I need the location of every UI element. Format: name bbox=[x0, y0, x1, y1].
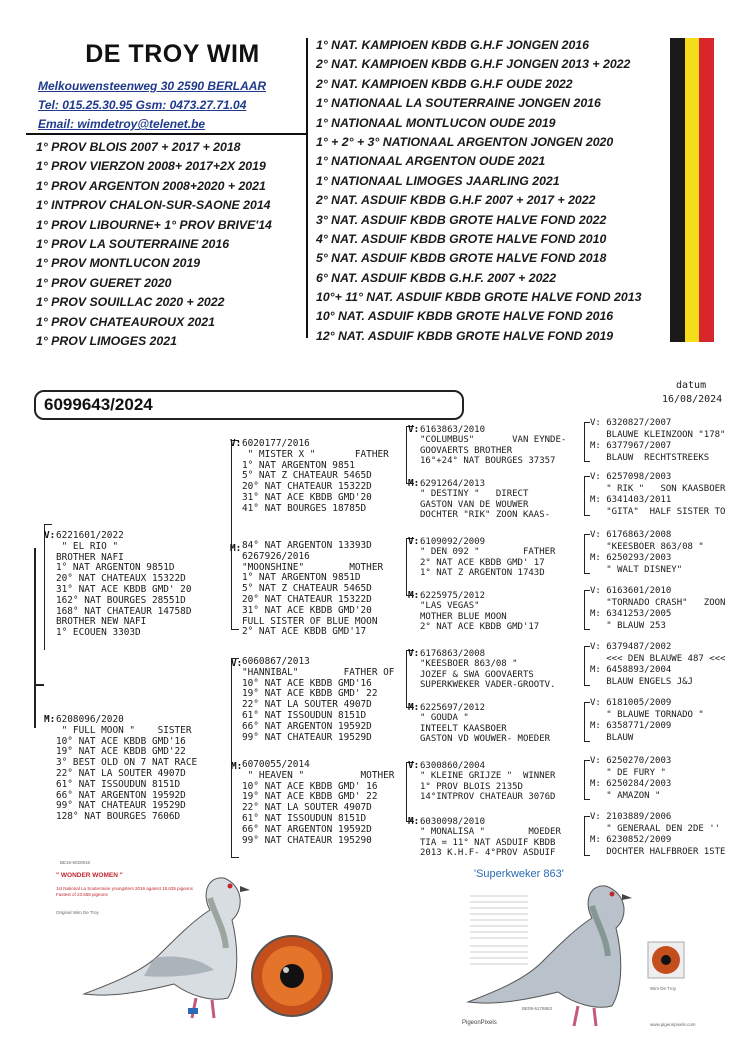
gp-sire-dam: 84° NAT ARGENTON 13393D 6267926/2016 "MOONSHINE" MOTHER 1° NAT ARGENTON 9851D 5° NAT Z CHATEAUR 5465D 20° NAT CHATEAUR 15322D 31° NAT ACE KBDB GMD'20 FULL SISTER OF BLUE MOON 2° NAT ACE KBDB GMD'17 bbox=[242, 540, 384, 638]
great-great-grandparents-pair bbox=[590, 642, 725, 688]
gggp-line: DOCHTER HALFBROER 1STE bbox=[590, 846, 726, 857]
ggp-bracket bbox=[406, 762, 414, 822]
header-left bbox=[34, 34, 314, 348]
result-line: 1° NATIONAAL ARGENTON OUDE 2021 bbox=[316, 154, 546, 169]
photo-wonder-women bbox=[44, 858, 344, 1028]
gggp-line: BLAUW RECHTSTREEKS bbox=[590, 452, 710, 463]
great-grandparent: 6225975/2012 "LAS VEGAS" MOTHER BLUE MOON 2° NAT ACE KBDB GMD'17 bbox=[420, 591, 540, 633]
result-line: 1° PROV BLOIS 2007 + 2017 + 2018 bbox=[36, 140, 241, 154]
photo-left-caption2: Fastest of 23.558 pigeons bbox=[56, 892, 108, 897]
flag-stripe-yellow bbox=[685, 38, 700, 342]
gggp-line: V: 6181005/2009 bbox=[590, 698, 672, 708]
result-line: 1° PROV LIMOGES 2021 bbox=[36, 333, 177, 348]
flag-stripe-black bbox=[670, 38, 685, 342]
ring-number-box bbox=[34, 390, 464, 420]
gp-dam-sire: 6060867/2013 "HANNIBAL" FATHER OF 10° NAT ACE KBDB GMD'16 19° NAT ACE KBDB GMD' 22 22° NAT LA SOUTER 4907D 61° NAT ISSOUDUN 8151D 66° NAT ARGENTON 19592D 99° NAT CHATEAUR 19529D bbox=[242, 656, 395, 743]
pigeon-wonder-women-image bbox=[74, 858, 344, 1028]
subject-connector bbox=[34, 548, 36, 728]
gggp-line: M: 6341253/2005 bbox=[590, 609, 672, 619]
photo-superkweker-863 bbox=[450, 868, 720, 1036]
result-line: 1° PROV LA SOUTERRAINE 2016 bbox=[36, 236, 230, 251]
gggp-line: M: 6341403/2011 bbox=[590, 495, 672, 505]
belgian-flag bbox=[670, 38, 714, 342]
gggp-line: M: 6358771/2009 bbox=[590, 721, 672, 731]
result-line: 1° PROV SOUILLAC 2020 + 2022 bbox=[36, 295, 225, 310]
great-great-grandparents-pair bbox=[590, 530, 704, 576]
photo-left-title: " WONDER WOMEN " bbox=[56, 872, 123, 879]
result-line: 1° NATIONAAL LA SOUTERRAINE JONGEN 2016 bbox=[316, 96, 601, 111]
dam-label: M: bbox=[44, 714, 56, 725]
sire-bracket bbox=[44, 524, 52, 650]
sire-label: V: bbox=[44, 530, 56, 541]
result-line: 2° NAT. KAMPIOEN KBDB G.H.F OUDE 2022 bbox=[316, 76, 573, 91]
gggp-line: V: 2103889/2006 bbox=[590, 812, 672, 822]
gggp-line: " GENERAAL DEN 2DE '' bbox=[590, 823, 721, 834]
great-great-grandparents-pair bbox=[590, 812, 725, 858]
header-divider bbox=[306, 38, 308, 338]
gggp-line: "KEESBOER 863/08 " bbox=[590, 541, 704, 552]
gggp-line: " AMAZON " bbox=[590, 790, 661, 801]
date-label: datum bbox=[676, 380, 707, 391]
ring-number: 6099643/2024 bbox=[44, 395, 153, 414]
gggp-line: "TORNADO CRASH" ZOON bbox=[590, 597, 726, 608]
gp-sire-sire: 6020177/2016 " MISTER X " FATHER 1° NAT ARGENTON 9851 5° NAT Z CHATEAUR 5465D 20° NAT CHATEAUR 15322D 31° NAT ACE KBDB GMD'20 41° NAT BOURGES 18785D bbox=[242, 438, 389, 514]
result-line: 1° PROV CHATEAUROUX 2021 bbox=[36, 314, 215, 329]
gp-ss-label: V: bbox=[230, 438, 242, 449]
gggp-line: BLAUW bbox=[590, 732, 634, 743]
dam: 6208096/2020 " FULL MOON " SISTER 10° NAT ACE KBDB GMD'16 19° NAT ACE KBDB GMD'22 3° BEST OLD ON 7 NAT RACE 22° NAT LA SOUTER 4907D 61° NAT ISSOUDUN 8151D 66° NAT ARGENTON 19592D 99° NAT CHATEAUR 19529D 128° NAT BOURGES 7606D bbox=[56, 714, 198, 823]
gggp-line: V: 6379487/2002 bbox=[590, 642, 672, 652]
gggp-line: V: 6176863/2008 bbox=[590, 530, 672, 540]
result-line: 1° PROV LIBOURNE+ 1° PROV BRIVE'14 bbox=[36, 217, 272, 232]
gggp-line: M: 6377967/2007 bbox=[590, 441, 672, 451]
gggp-line: <<< DEN BLAUWE 487 <<< bbox=[590, 653, 726, 664]
photo-left-owner: Original Wim De Troy bbox=[56, 910, 99, 915]
great-great-grandparents-pair bbox=[590, 472, 725, 518]
loft-name: DE TROY WIM bbox=[85, 40, 260, 68]
photo-right-ring: BE08-6176863 bbox=[522, 1006, 553, 1011]
gggp-line: M: 6230852/2009 bbox=[590, 835, 672, 845]
email-link[interactable]: Email: wimdetroy@telenet.be bbox=[38, 117, 206, 131]
gggp-line: M: 6458893/2004 bbox=[590, 665, 672, 675]
result-line: 1° PROV MONTLUCON 2019 bbox=[36, 256, 201, 271]
result-line: 1° INTPROV CHALON-SUR-SAONE 2014 bbox=[36, 198, 271, 213]
gp-dam-dam: 6070055/2014 " HEAVEN " MOTHER 10° NAT ACE KBDB GMD' 16 19° NAT ACE KBDB GMD' 22 22° NAT LA SOUTER 4907D 61° NAT ISSOUDUN 8151D 66° NAT ARGENTON 19592D 99° NAT CHATEAUR 195290 bbox=[242, 759, 395, 846]
gggp-line: " BLAUW 253 bbox=[590, 620, 666, 631]
photo-right-owner: Wim De Troy bbox=[650, 986, 677, 991]
gggp-line: " WALT DISNEY" bbox=[590, 564, 683, 575]
result-line: 1° PROV GUERET 2020 bbox=[36, 275, 172, 290]
gggp-line: V: 6257098/2003 bbox=[590, 472, 672, 482]
pigeon-superkweker-image bbox=[458, 882, 718, 1032]
result-line: 1° NAT. KAMPIOEN KBDB G.H.F JONGEN 2016 bbox=[316, 38, 589, 52]
result-line: 10° NAT. ASDUIF KBDB GROTE HALVE FOND 2016 bbox=[316, 309, 614, 324]
result-line: 4° NAT. ASDUIF KBDB GROTE HALVE FOND 2010 bbox=[316, 231, 607, 246]
great-great-grandparents-pair bbox=[590, 756, 671, 802]
result-line: 10°+ 11° NAT. ASDUIF KBDB GROTE HALVE FOND 2013 bbox=[316, 290, 642, 305]
great-grandparent: 6291264/2013 " DESTINY " DIRECT GASTON VAN DE WOUWER DOCHTER "RIK" ZOON KAAS- bbox=[420, 479, 551, 521]
ggp-dam-label: M: bbox=[408, 816, 420, 827]
result-line: 1° NATIONAAL LIMOGES JAARLING 2021 bbox=[316, 173, 560, 188]
great-grandparent: 6300860/2004 " KLEINE GRIJZE " WINNER 1° PROV BLOIS 2135D 14°INTPROV CHATEAUR 3076D bbox=[420, 761, 556, 803]
sire-parents-bracket bbox=[230, 438, 242, 630]
ggp-sire-label: V: bbox=[408, 648, 420, 659]
photo-right-title: 'Superkweker 863' bbox=[474, 868, 564, 880]
date-value: 16/08/2024 bbox=[662, 394, 723, 405]
ggp-dam-label: M: bbox=[408, 478, 420, 489]
subject-tick bbox=[34, 684, 44, 686]
result-line: 3° NAT. ASDUIF KBDB GROTE HALVE FOND 2022 bbox=[316, 212, 607, 227]
header bbox=[26, 34, 716, 348]
gggp-line: BLAUWE KLEINZOON "178" bbox=[590, 429, 726, 440]
result-line: 1° + 2° + 3° NATIONAAL ARGENTON JONGEN 2020 bbox=[316, 134, 614, 149]
gp-dd-label: M: bbox=[231, 761, 243, 772]
gggp-line: M: 6250284/2003 bbox=[590, 779, 672, 789]
gggp-line: M: 6250293/2003 bbox=[590, 553, 672, 563]
gggp-line: " BLAUWE TORNADO " bbox=[590, 709, 704, 720]
ggp-sire-label: V: bbox=[408, 760, 420, 771]
gggp-line: " DE FURY " bbox=[590, 767, 666, 778]
header-divider-horizontal bbox=[26, 133, 308, 135]
result-line: 12° NAT. ASDUIF KBDB GROTE HALVE FOND 2019 bbox=[316, 328, 614, 343]
flag-stripe-red bbox=[699, 38, 714, 342]
national-results bbox=[316, 36, 676, 346]
great-great-grandparents-pair bbox=[590, 698, 704, 744]
great-grandparent: 6225697/2012 " GOUDA " INTEELT KAASBOER GASTON VD WOUWER- MOEDER bbox=[420, 703, 551, 745]
great-grandparent: 6109092/2009 " DEN 092 " FATHER 2° NAT ACE KBDB GMD' 17 1° NAT Z ARGENTON 1743D bbox=[420, 537, 556, 579]
photo-right-brand: PigeonPixels bbox=[462, 1020, 497, 1026]
result-line: 5° NAT. ASDUIF KBDB GROTE HALVE FOND 2018 bbox=[316, 251, 607, 266]
ggp-sire-label: V: bbox=[408, 424, 420, 435]
gggp-line: "GITA" HALF SISTER TO bbox=[590, 506, 726, 517]
provincial-results bbox=[36, 138, 314, 351]
phone: Tel: 015.25.30.95 Gsm: 0473.27.71.04 bbox=[38, 98, 247, 112]
result-line: 1° NATIONAAL MONTLUCON OUDE 2019 bbox=[316, 115, 556, 130]
gggp-line: V: 6250270/2003 bbox=[590, 756, 672, 766]
address: Melkouwensteenweg 30 2590 BERLAAR bbox=[38, 79, 267, 93]
result-line: 1° PROV VIERZON 2008+ 2017+2X 2019 bbox=[36, 159, 266, 174]
great-great-grandparents-pair bbox=[590, 418, 725, 464]
result-line: 2° NAT. KAMPIOEN KBDB G.H.F JONGEN 2013 + 2022 bbox=[316, 57, 631, 72]
gp-ds-label: V: bbox=[231, 658, 243, 669]
ggp-sire-label: V: bbox=[408, 536, 420, 547]
ggp-dam-label: M: bbox=[408, 702, 420, 713]
result-line: 1° PROV ARGENTON 2008+2020 + 2021 bbox=[36, 178, 266, 193]
great-grandparent: 6030098/2010 " MONALISA " MOEDER TIA = 11° NAT ASDUIF KBDB 2013 K.H.F- 4°PROV ASDUIF bbox=[420, 817, 561, 859]
dam-parents-bracket bbox=[231, 658, 239, 858]
gggp-line: BLAUW ENGELS J&J bbox=[590, 676, 693, 687]
great-great-grandparents-pair bbox=[590, 586, 725, 632]
great-grandparent: 6176863/2008 "KEESBOER 863/08 " JOZEF & SWA GOOVAERTS SUPERKWEKER VADER-GROOTV. bbox=[420, 649, 556, 691]
result-line: 2° NAT. ASDUIF KBDB G.H.F 2007 + 2017 + 2022 bbox=[316, 193, 596, 208]
gggp-line: V: 6320827/2007 bbox=[590, 418, 672, 428]
photo-left-caption: 1st National La Souterraine youngsters 2016 against 15.635 pigeons bbox=[56, 886, 193, 891]
photo-right-site: www.pigeonpixels.com bbox=[650, 1022, 696, 1027]
gp-sd-label: M: bbox=[230, 543, 242, 554]
sire: 6221601/2022 " EL RIO " BROTHER NAFI 1° NAT ARGENTON 9851D 20° NAT CHATEAUX 15322D 31° NAT ACE KBDB GMD' 20 162° NAT BOURGES 28551D 168° NAT CHATEAUR 14758D BROTHER NEW NAFI 1° ECOUEN 3303D bbox=[56, 530, 192, 639]
great-grandparent: 6163863/2010 "COLUMBUS" VAN EYNDE- GOOVAERTS BROTHER 16°+24° NAT BOURGES 37357 bbox=[420, 425, 567, 467]
ggp-dam-label: M: bbox=[408, 590, 420, 601]
gggp-line: V: 6163601/2010 bbox=[590, 586, 672, 596]
photo-left-ring: BE16-6020916 bbox=[60, 860, 91, 865]
gggp-line: " RIK " SON KAASBOER bbox=[590, 483, 726, 494]
result-line: 6° NAT. ASDUIF KBDB G.H.F. 2007 + 2022 bbox=[316, 270, 557, 285]
